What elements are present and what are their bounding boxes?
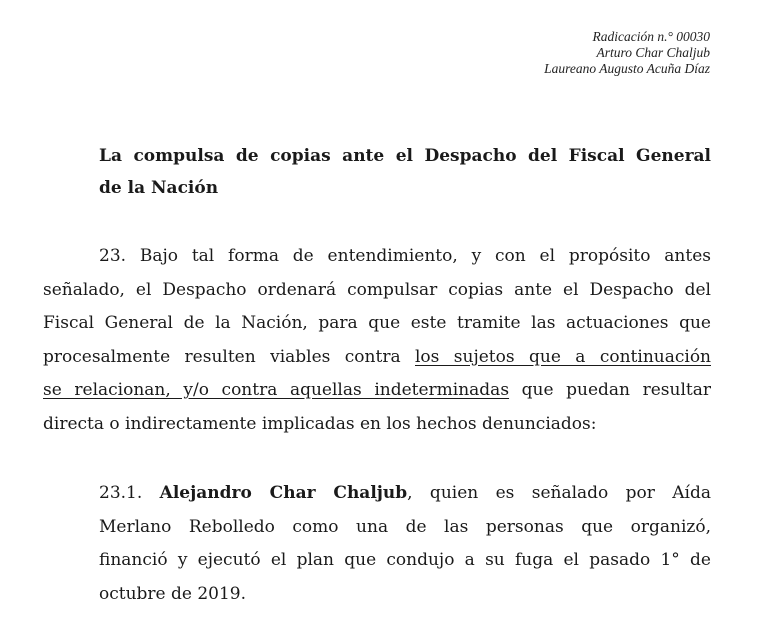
underlined-subjects-text-continued: se relacionan, y/o contra aquellas indeterminadas xyxy=(43,380,510,400)
paragraph-23-1-line-1-rest: , quien es señalado por Aída xyxy=(407,483,711,503)
underlined-subjects-text: los sujetos que a continuación xyxy=(415,346,711,367)
paragraph-23-1-number: 23.1. xyxy=(99,483,160,503)
section-title xyxy=(99,140,711,204)
header-party-name-1: Arturo Char Chaljub xyxy=(596,45,710,60)
paragraph-23-1-line-2: Merlano Rebolledo como una de las personas que organizó, xyxy=(99,516,711,537)
paragraph-23-1-line-3: financió y ejecutó el plan que condujo a su fuga el pasado 1° de xyxy=(99,550,711,570)
paragraph-23-line-1: 23. Bajo tal forma de entendimiento, y con el propósito antes xyxy=(99,246,711,266)
paragraph-23-line-6: directa o indirectamente implicadas en los hechos denunciados: xyxy=(43,413,597,434)
paragraph-23-line-4-text: procesalmente resulten viables contra xyxy=(43,346,415,367)
paragraph-23-line-2: señalado, el Despacho ordenará compulsar copias ante el Despacho del xyxy=(43,279,711,300)
paragraph-23 xyxy=(43,240,711,441)
paragraph-23-line-4 xyxy=(43,341,711,375)
section-title-line-1: La compulsa de copias ante el Despacho del Fiscal General xyxy=(99,146,711,166)
person-name-bold: Alejandro Char Chaljub xyxy=(159,483,408,503)
paragraph-23-line-3: Fiscal General de la Nación, para que este tramite las actuaciones que xyxy=(43,313,711,333)
paragraph-23-1 xyxy=(99,477,711,611)
radicacion-number: Radicación n.° 00030 xyxy=(592,29,710,44)
paragraph-23-1-line-1 xyxy=(99,477,711,511)
paragraph-23-line-5-text: que puedan resultar xyxy=(509,380,711,400)
section-title-line-2: de la Nación xyxy=(99,178,219,198)
paragraph-23-line-5 xyxy=(43,374,711,408)
paragraph-23-1-line-4: octubre de 2019. xyxy=(99,583,247,604)
case-header xyxy=(544,29,710,77)
header-party-name-2: Laureano Augusto Acuña Díaz xyxy=(544,61,710,76)
